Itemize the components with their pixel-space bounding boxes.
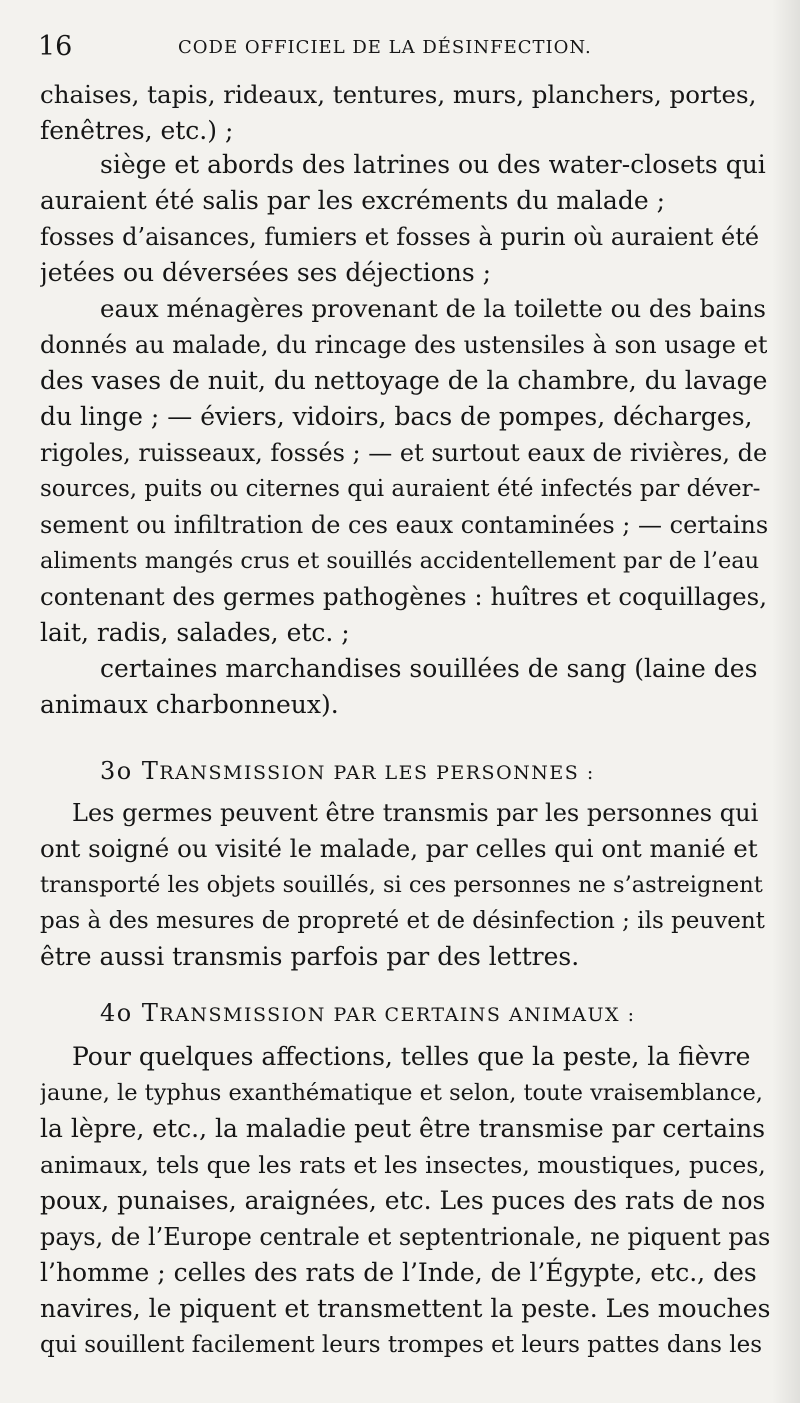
section-heading-4 xyxy=(100,996,800,1032)
section-number: 3o xyxy=(100,757,133,785)
text-line: jetées ou déversées ses déjections ; xyxy=(40,258,492,287)
text-line: animaux charbonneux). xyxy=(40,690,339,719)
text-line: lait, radis, salades, etc. ; xyxy=(40,618,350,647)
text-line: siège et abords des latrines ou des water-closets qui xyxy=(100,150,766,179)
text-line: rigoles, ruisseaux, fossés ; — et surtout eaux de rivières, de xyxy=(40,439,768,467)
text-line: pas à des mesures de propreté et de désinfection ; ils peuvent xyxy=(40,908,765,934)
page-header xyxy=(38,30,758,64)
section-title-initial: T xyxy=(141,757,160,785)
text-line: transporté les objets souillés, si ces personnes ne s’astreignent xyxy=(40,872,763,898)
text-line: Les germes peuvent être transmis par les personnes qui xyxy=(72,799,759,827)
text-line: qui souillent facilement leurs trompes et leurs pattes dans les xyxy=(40,1332,762,1358)
text-line: contenant des germes pathogènes : huîtres et coquillages, xyxy=(40,582,767,611)
text-line: pays, de l’Europe centrale et septentrionale, ne piquent pas xyxy=(40,1223,771,1251)
text-line: eaux ménagères provenant de la toilette ou des bains xyxy=(100,294,766,323)
page-number: 16 xyxy=(38,31,73,62)
section-title: RANSMISSION PAR CERTAINS ANIMAUX : xyxy=(159,1004,636,1026)
section-title: RANSMISSION PAR LES PERSONNES : xyxy=(159,762,595,784)
text-line: chaises, tapis, rideaux, tentures, murs, planchers, portes, xyxy=(40,80,757,109)
text-line: poux, punaises, araignées, etc. Les puces des rats de nos xyxy=(40,1186,766,1215)
text-line: sement ou infiltration de ces eaux contaminées ; — certains xyxy=(40,511,769,539)
page-edge-shadow xyxy=(772,0,800,1403)
text-line: des vases de nuit, du nettoyage de la chambre, du lavage xyxy=(40,366,768,395)
running-title: CODE OFFICIEL DE LA DÉSINFECTION. xyxy=(178,37,592,58)
text-line: auraient été salis par les excréments du malade ; xyxy=(40,186,665,215)
text-line: la lèpre, etc., la maladie peut être transmise par certains xyxy=(40,1114,766,1143)
text-line: Pour quelques affections, telles que la peste, la fièvre xyxy=(72,1042,751,1071)
text-line: jaune, le typhus exanthématique et selon, toute vraisemblance, xyxy=(40,1080,763,1106)
section-title-initial: T xyxy=(141,999,160,1027)
text-line: être aussi transmis parfois par des lettres. xyxy=(40,942,580,971)
text-line: animaux, tels que les rats et les insectes, moustiques, puces, xyxy=(40,1151,766,1179)
text-line: ont soigné ou visité le malade, par celles qui ont manié et xyxy=(40,834,758,863)
text-line: fosses d’aisances, fumiers et fosses à purin où auraient été xyxy=(40,223,760,251)
text-line: l’homme ; celles des rats de l’Inde, de l’Égypte, etc., des xyxy=(40,1258,757,1287)
section-number: 4o xyxy=(100,999,133,1027)
text-line: aliments mangés crus et souillés accidentellement par de l’eau xyxy=(40,548,760,574)
text-line: sources, puits ou citernes qui auraient été infectés par déver- xyxy=(40,476,761,502)
text-line: du linge ; — éviers, vidoirs, bacs de pompes, décharges, xyxy=(40,402,753,431)
text-line: certaines marchandises souillées de sang (laine des xyxy=(100,654,758,683)
text-line: navires, le piquent et transmettent la peste. Les mouches xyxy=(40,1294,771,1323)
text-line: donnés au malade, du rincage des ustensiles à son usage et xyxy=(40,331,768,359)
text-line: fenêtres, etc.) ; xyxy=(40,116,234,145)
section-heading-3 xyxy=(100,754,800,790)
